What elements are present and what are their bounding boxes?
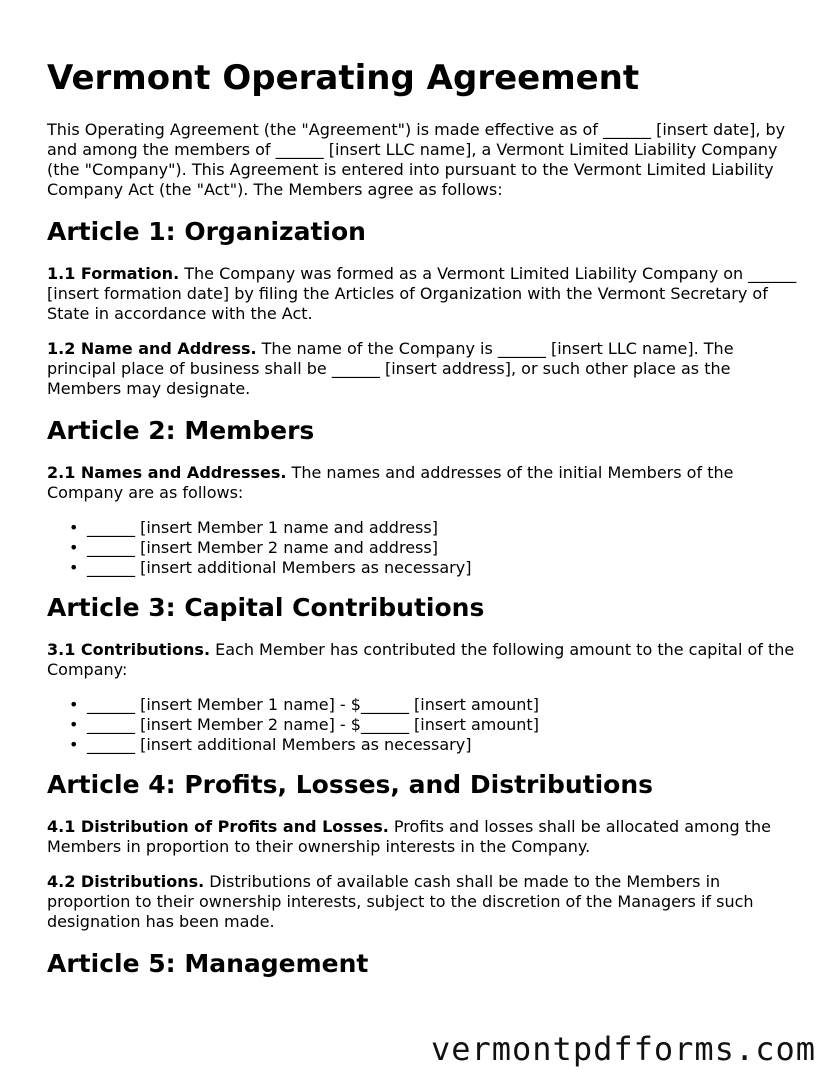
section-text: The name of the Company is ______ [insert LLC name]. The principal place of business shall be ______ [insert address], or such other place as the Members may designate. — [47, 339, 734, 398]
contributions-list — [47, 695, 807, 755]
list-item-text: ______ [insert Member 2 name] - $______ [insert amount] — [87, 715, 539, 734]
bullet-icon: • — [69, 735, 79, 754]
article-1 — [47, 217, 807, 399]
section-1-1 — [47, 264, 807, 324]
article-heading: Article 3: Capital Contributions — [47, 593, 485, 622]
intro-paragraph: This Operating Agreement (the "Agreement") is made effective as of ______ [insert date], by and among the members of ______ [insert LLC name], a Vermont Limited Liability Company (the "Company"). This Agreement is entered into pursuant to the Vermont Limited Liability Company Act (the "Act"). The Members agree as follows: — [47, 120, 786, 199]
section-label: 3.1 Contributions. — [47, 640, 211, 659]
document-title: Vermont Operating Agreement — [47, 58, 640, 98]
section-1-2 — [47, 339, 807, 399]
section-label: 1.1 Formation. — [47, 264, 180, 283]
list-item — [47, 538, 807, 558]
section-2-1 — [47, 463, 807, 503]
article-4 — [47, 770, 807, 932]
list-item — [47, 558, 807, 578]
list-item-text: ______ [insert Member 1 name and address] — [87, 518, 438, 537]
list-item-text: ______ [insert additional Members as necessary] — [87, 558, 472, 577]
members-list — [47, 518, 807, 578]
section-label: 1.2 Name and Address. — [47, 339, 257, 358]
list-item — [47, 735, 807, 755]
section-label: 4.1 Distribution of Profits and Losses. — [47, 817, 389, 836]
list-item — [47, 715, 807, 735]
bullet-icon: • — [69, 558, 79, 577]
document-page — [47, 58, 807, 996]
section-4-1 — [47, 817, 807, 857]
section-4-2 — [47, 872, 807, 932]
section-text: Profits and losses shall be allocated among the Members in proportion to their ownership interests in the Company. — [47, 817, 772, 856]
bullet-icon: • — [69, 695, 79, 714]
bullet-icon: • — [69, 538, 79, 557]
article-5 — [47, 949, 807, 979]
list-item — [47, 695, 807, 715]
section-text: The names and addresses of the initial Members of the Company are as follows: — [47, 463, 734, 502]
article-heading: Article 1: Organization — [47, 217, 366, 246]
article-3 — [47, 593, 807, 755]
list-item-text: ______ [insert additional Members as necessary] — [87, 735, 472, 754]
section-3-1 — [47, 640, 807, 680]
watermark: vermontpdfforms.com — [430, 1030, 816, 1068]
section-text: Distributions of available cash shall be made to the Members in proportion to their ownership interests, subject to the discretion of the Managers if such designation has been made. — [47, 872, 754, 931]
section-text: The Company was formed as a Vermont Limited Liability Company on ______ [insert formation date] by filing the Articles of Organization with the Vermont Secretary of State in accordance with the Act. — [47, 264, 797, 323]
article-heading: Article 2: Members — [47, 416, 315, 445]
list-item-text: ______ [insert Member 1 name] - $______ [insert amount] — [87, 695, 539, 714]
list-item-text: ______ [insert Member 2 name and address] — [87, 538, 438, 557]
bullet-icon: • — [69, 518, 79, 537]
article-heading: Article 5: Management — [47, 949, 369, 978]
section-label: 2.1 Names and Addresses. — [47, 463, 287, 482]
article-heading: Article 4: Profits, Losses, and Distributions — [47, 770, 654, 799]
bullet-icon: • — [69, 715, 79, 734]
article-2 — [47, 416, 807, 578]
section-text: Each Member has contributed the following amount to the capital of the Company: — [47, 640, 795, 679]
list-item — [47, 518, 807, 538]
section-label: 4.2 Distributions. — [47, 872, 205, 891]
